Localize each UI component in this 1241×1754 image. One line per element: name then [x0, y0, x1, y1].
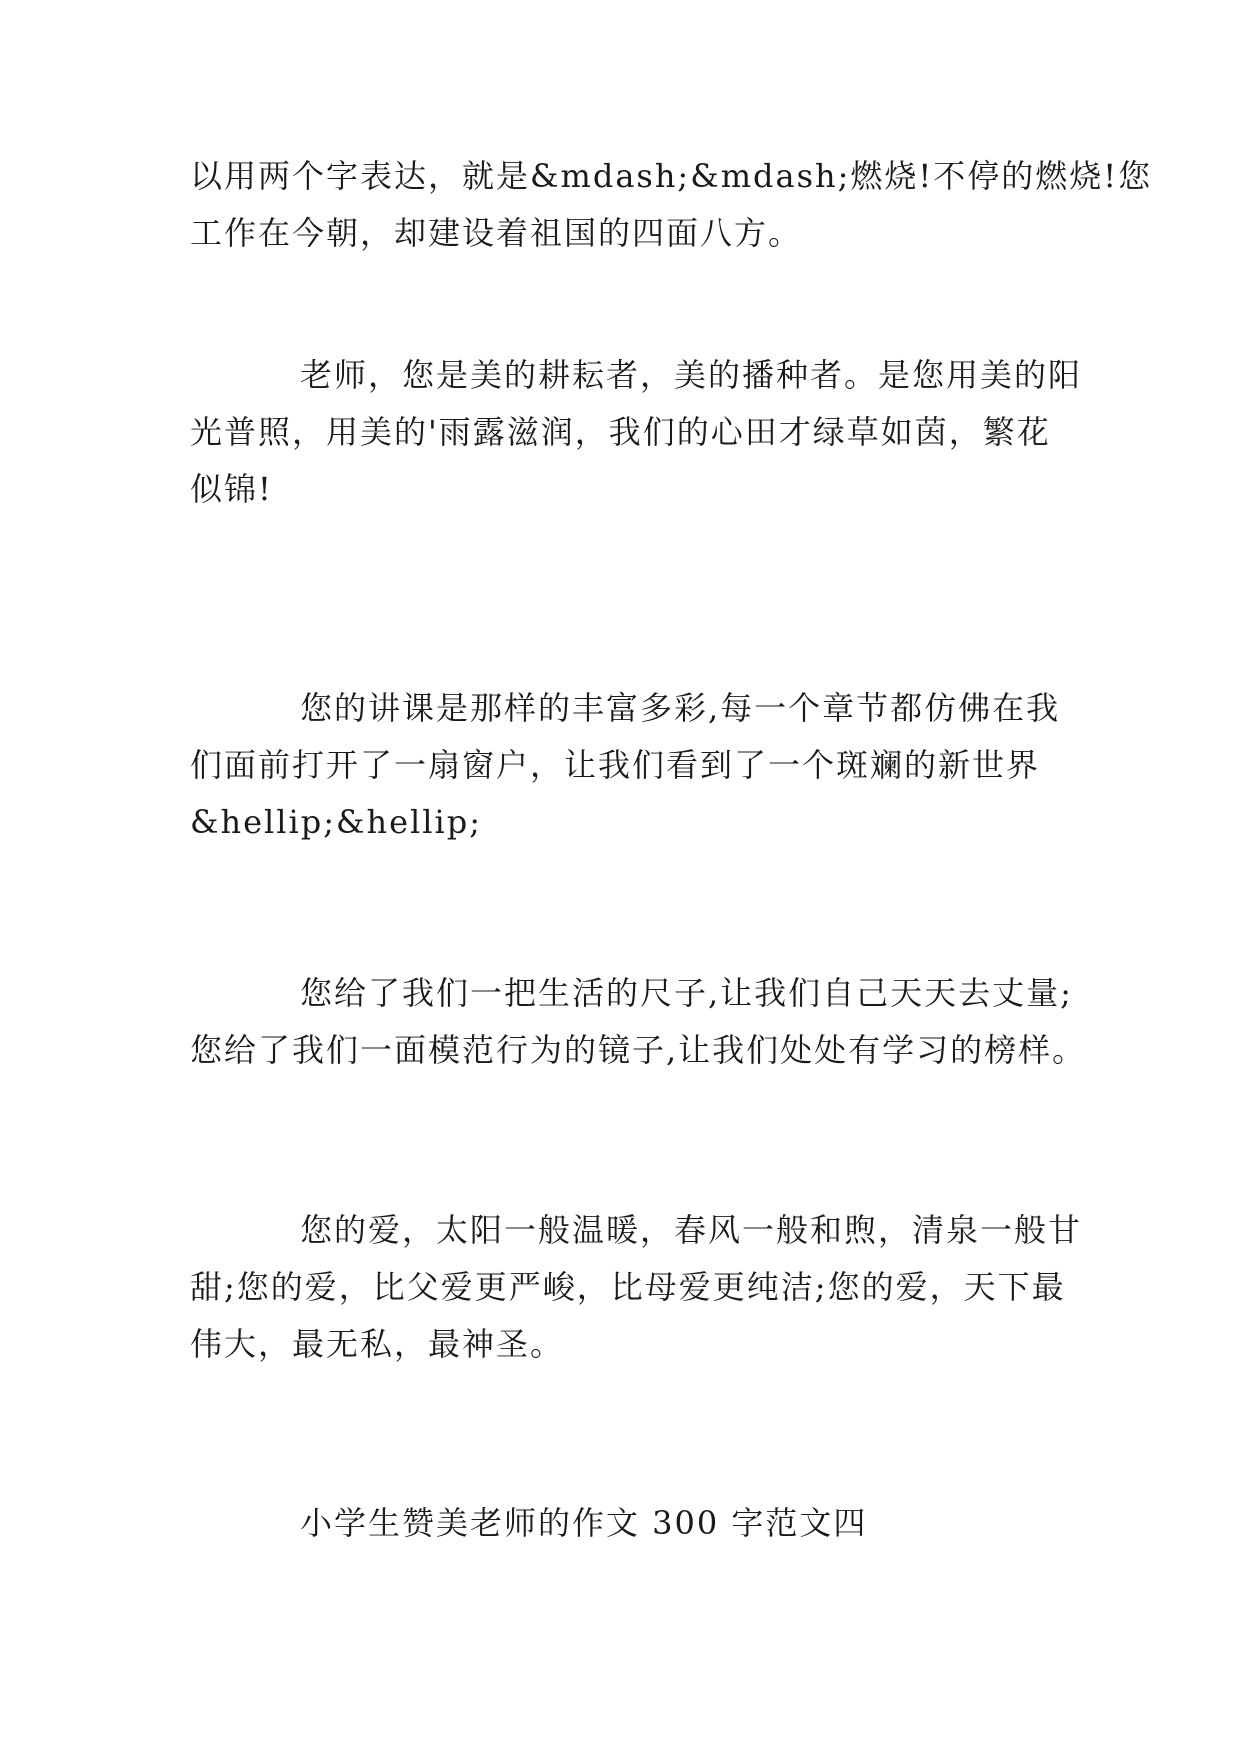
paragraph-line: 工作在今朝，却建设着祖国的四面八方。 — [190, 214, 803, 252]
paragraph-2 — [190, 347, 1083, 518]
paragraph-1 — [190, 148, 1153, 262]
paragraph-line: 老师，您是美的耕耘者，美的播种者。是您用美的阳 — [300, 356, 1083, 394]
heading-line: 小学生赞美老师的作文 300 字范文四 — [300, 1504, 868, 1542]
paragraph-line: 光普照，用美的'雨露滋润，我们的心田才绿草如茵，繁花 — [190, 413, 1051, 451]
paragraph-line: 们面前打开了一扇窗户，让我们看到了一个斑斓的新世界 — [190, 746, 1041, 784]
paragraph-line: 您给了我们一把生活的尺子,让我们自己天天去丈量; — [300, 974, 1073, 1012]
paragraph-5 — [190, 1202, 1083, 1373]
section-heading — [190, 1495, 1050, 1552]
paragraph-line: 您给了我们一面模范行为的镜子,让我们处处有学习的榜样。 — [190, 1031, 1087, 1069]
paragraph-line: 似锦! — [190, 470, 273, 508]
paragraph-line: &hellip;&hellip; — [190, 803, 482, 841]
paragraph-line: 您的爱，太阳一般温暖，春风一般和煦，清泉一般甘 — [300, 1211, 1083, 1249]
paragraph-3 — [190, 680, 1061, 851]
paragraph-line: 您的讲课是那样的丰富多彩,每一个章节都仿佛在我 — [300, 689, 1061, 727]
paragraph-4 — [190, 965, 1087, 1079]
paragraph-line: 伟大，最无私，最神圣。 — [190, 1325, 565, 1363]
paragraph-line: 以用两个字表达，就是&mdash;&mdash;燃烧!不停的燃烧!您 — [190, 157, 1153, 195]
paragraph-line: 甜;您的爱，比父爱更严峻，比母爱更纯洁;您的爱，天下最 — [190, 1268, 1066, 1306]
